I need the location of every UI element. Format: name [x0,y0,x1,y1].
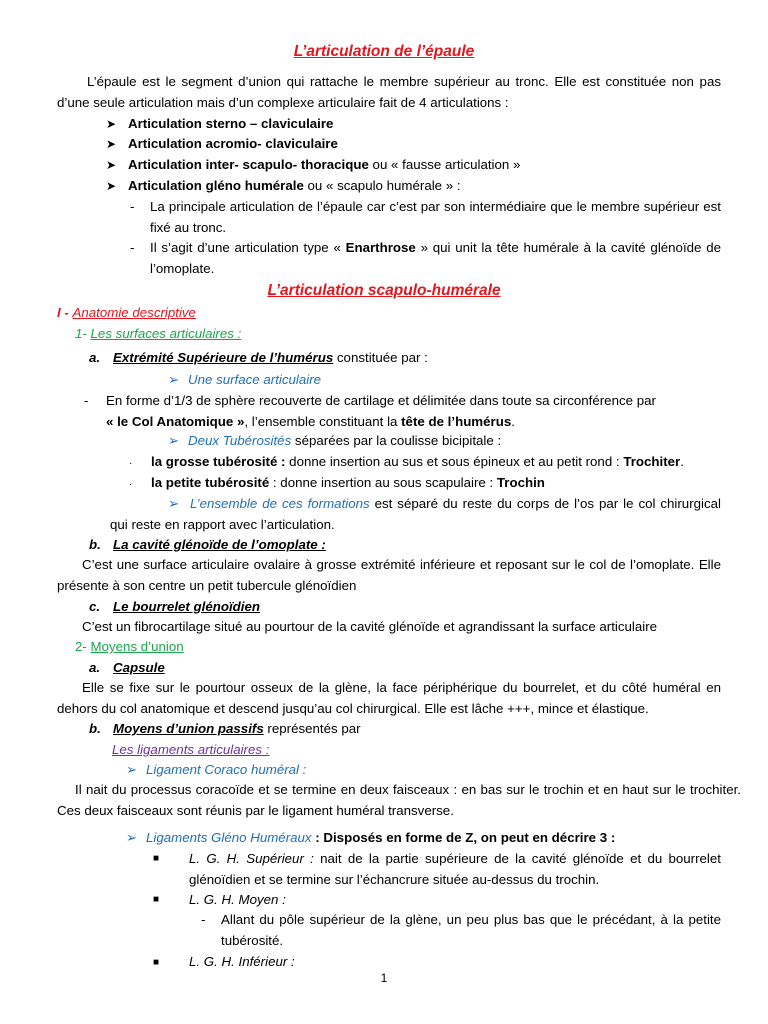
arrow-bullet-icon: ➤ [106,137,117,151]
list-item: L. G. H. Inférieur : [189,954,295,969]
list-item: La principale articulation de l’épaule car c’est par son intermédiaire que le membre supérieur est fixé au tronc. [150,199,721,235]
dash-bullet-icon: - [84,393,89,408]
list-item: Il s’agit d’une articulation type « Enarthrose » qui unit la tête humérale à la cavité glénoïde de l’omoplate. [150,240,721,276]
dash-bullet-icon: - [130,240,135,255]
list-item: ➢ Ligaments Gléno Huméraux : Disposés en forme de Z, on peut en décrire 3 : [126,828,615,848]
list-item: ➢ Ligament Coraco huméral : [126,760,306,780]
list-item: L. G. H. Moyen : [189,892,286,907]
list-item: ➢ Deux Tubérosités séparées par la coulisse bicipitale : [168,431,501,451]
square-bullet-icon: ■ [153,957,160,968]
paragraph: Il nait du processus coracoïde et se termine en deux faisceaux : en bas sur le trochin et en haut sur le trochiter. Ces deux faisceaux sont réunis par le ligament huméral transverse. [57,782,741,818]
dash-bullet-icon: - [130,199,135,214]
chevron-bullet-icon: ➢ [168,433,180,448]
paragraph: L’ensemble de ces formations est séparé du reste du corps de l’os par le col chirurgical qui reste en rapport avec l’articulation. [110,496,721,532]
list-heading: Les ligaments articulaires : [112,742,270,757]
subsection-heading: 2- Moyens d’union [75,639,184,654]
item-heading: a. Extrémité Supérieure de l’humérus constituée par : [89,350,428,365]
square-bullet-icon: ■ [153,894,160,905]
arrow-bullet-icon: ➤ [106,117,117,131]
dash-bullet-icon: - [201,912,206,927]
list-item: ➢ Une surface articulaire [168,370,321,390]
list-item: ➤ Articulation gléno humérale ou « scapulo humérale » : [106,176,461,196]
list-item: · la petite tubérosité : donne insertion au sous scapulaire : Trochin [129,473,545,495]
page-title: L’articulation de l’épaule [293,43,475,60]
dot-bullet-icon: · [129,458,133,469]
chevron-bullet-icon: ➢ [126,830,138,845]
section-heading: I - Anatomie descriptive [57,305,196,320]
item-heading: b. La cavité glénoïde de l’omoplate : [89,537,326,552]
list-item: ➤ Articulation inter- scapulo- thoracique ou « fausse articulation » [106,155,520,175]
chevron-bullet-icon: ➢ [168,496,180,511]
section-title: L’articulation scapulo-humérale [267,282,501,299]
page-number: 1 [380,971,388,985]
paragraph-line: « le Col Anatomique », l’ensemble constituant la tête de l’humérus. [106,414,515,429]
list-item: ➤ Articulation sterno – claviculaire [106,114,333,134]
list-item: ➤ Articulation acromio- claviculaire [106,134,338,154]
item-heading: b. Moyens d’union passifs représentés par [89,721,361,736]
paragraph: Elle se fixe sur le pourtour osseux de la glène, la face périphérique du bourrelet, et du côté huméral en dehors du col anatomique et descend jusqu’au col chirurgical. Elle est lâche +++, mince et élastique. [57,680,721,716]
list-item: · la grosse tubérosité : donne insertion au sus et sous épineux et au petit rond : Trochiter. [129,452,684,474]
paragraph: En forme d’1/3 de sphère recouverte de cartilage et délimitée dans toute sa circonférence par [106,393,656,408]
item-heading: c. Le bourrelet glénoïdien [89,599,261,614]
chevron-bullet-icon: ➢ [168,372,180,387]
subsection-heading: 1- Les surfaces articulaires : [75,326,242,341]
list-item: Allant du pôle supérieur de la glène, un peu plus bas que le précédant, à la petite tubérosité. [221,912,721,948]
arrow-bullet-icon: ➤ [106,179,117,193]
chevron-bullet-icon: ➢ [126,762,138,777]
paragraph: C’est un fibrocartilage situé au pourtour de la cavité glénoïde et agrandissant la surface articulaire [82,619,658,634]
paragraph: C’est une surface articulaire ovalaire à grosse extrémité inférieure et reposant sur le col de l’omoplate. Elle présente à son centre un petit tubercule glénoïdien [57,557,721,593]
square-bullet-icon: ■ [153,853,160,864]
dot-bullet-icon: · [129,479,133,490]
list-item: L. G. H. Supérieur : nait de la partie supérieure de la cavité glénoïde et du bourrelet glénoïdien et se termine sur l’échancrure située au-dessus du trochin. [189,851,721,887]
intro-paragraph: L’épaule est le segment d’union qui rattache le membre supérieur au tronc. Elle est constituée non pas d’une seule articulation mais d’un complexe articulaire fait de 4 articulations : [57,74,721,110]
arrow-bullet-icon: ➤ [106,158,117,172]
item-heading: a. Capsule [89,660,165,675]
